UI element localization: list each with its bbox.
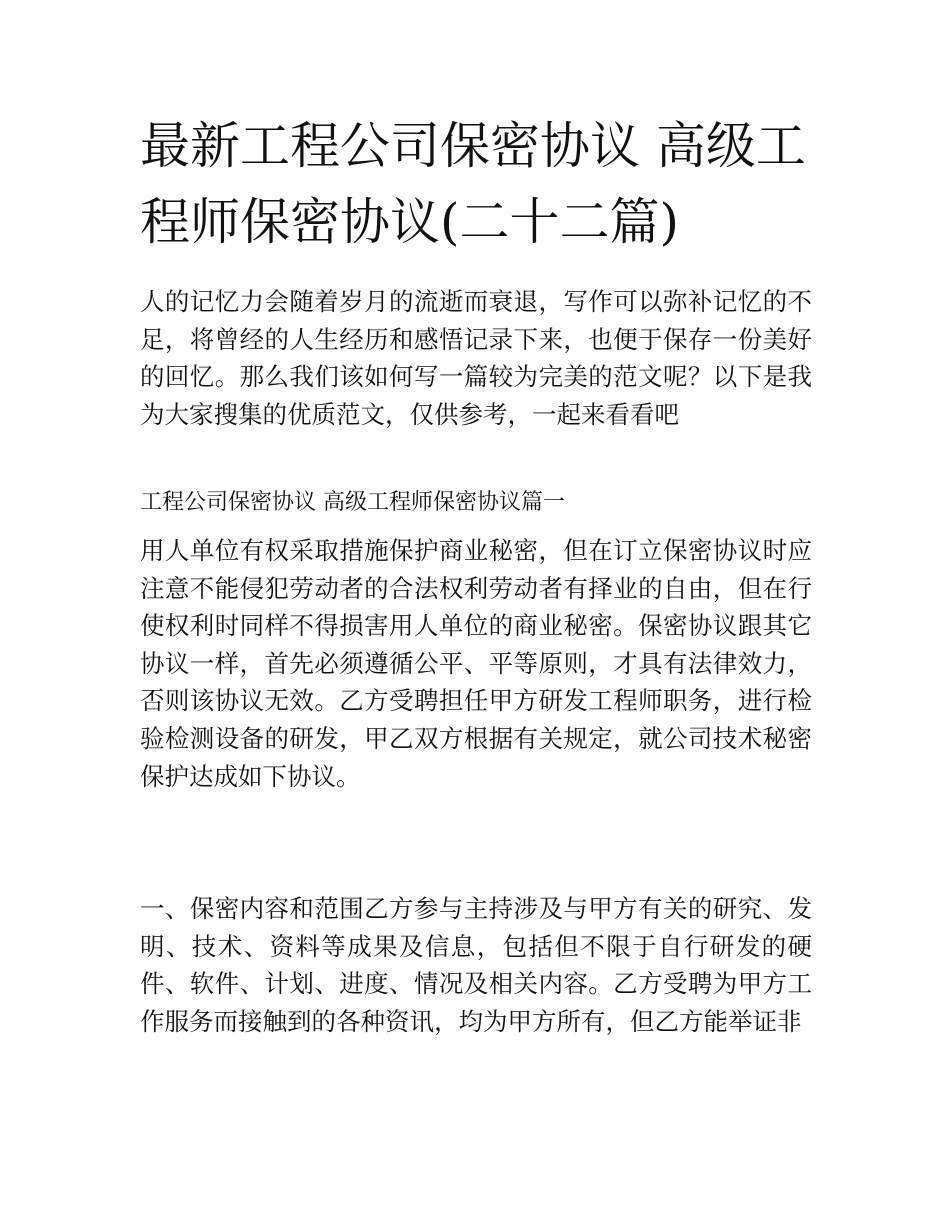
intro-paragraph: 人的记忆力会随着岁月的流逝而衰退，写作可以弥补记忆的不足，将曾经的人生经历和感悟记录下来，也便于保存一份美好的回忆。那么我们该如何写一篇较为完美的范文呢？以下是我为大家搜集的优质范文，仅供参考，一起来看看吧 xyxy=(140,287,812,429)
agreement-paragraph-2: 一、保密内容和范围乙方参与主持涉及与甲方有关的研究、发明、技术、资料等成果及信息，包括但不限于自行研发的硬件、软件、计划、进度、情况及相关内容。乙方受聘为甲方工作服务而接触到的各种资讯，均为甲方所有，但乙方能举证非 xyxy=(140,894,812,1036)
section-heading: 工程公司保密协议 高级工程师保密协议篇一 xyxy=(140,490,565,515)
document-title: 最新工程公司保密协议 高级工程师保密协议(二十二篇) xyxy=(140,117,806,251)
agreement-paragraph-1: 用人单位有权采取措施保护商业秘密，但在订立保密协议时应注意不能侵犯劳动者的合法权利劳动者有择业的自由，但在行使权利时同样不得损害用人单位的商业秘密。保密协议跟其它协议一样，首先必须遵循公平、平等原则，才具有法律效力，否则该协议无效。乙方受聘担任甲方研发工程师职务，进行检验检测设备的研发，甲乙双方根据有关规定，就公司技术秘密保护达成如下协议。 xyxy=(140,536,812,791)
